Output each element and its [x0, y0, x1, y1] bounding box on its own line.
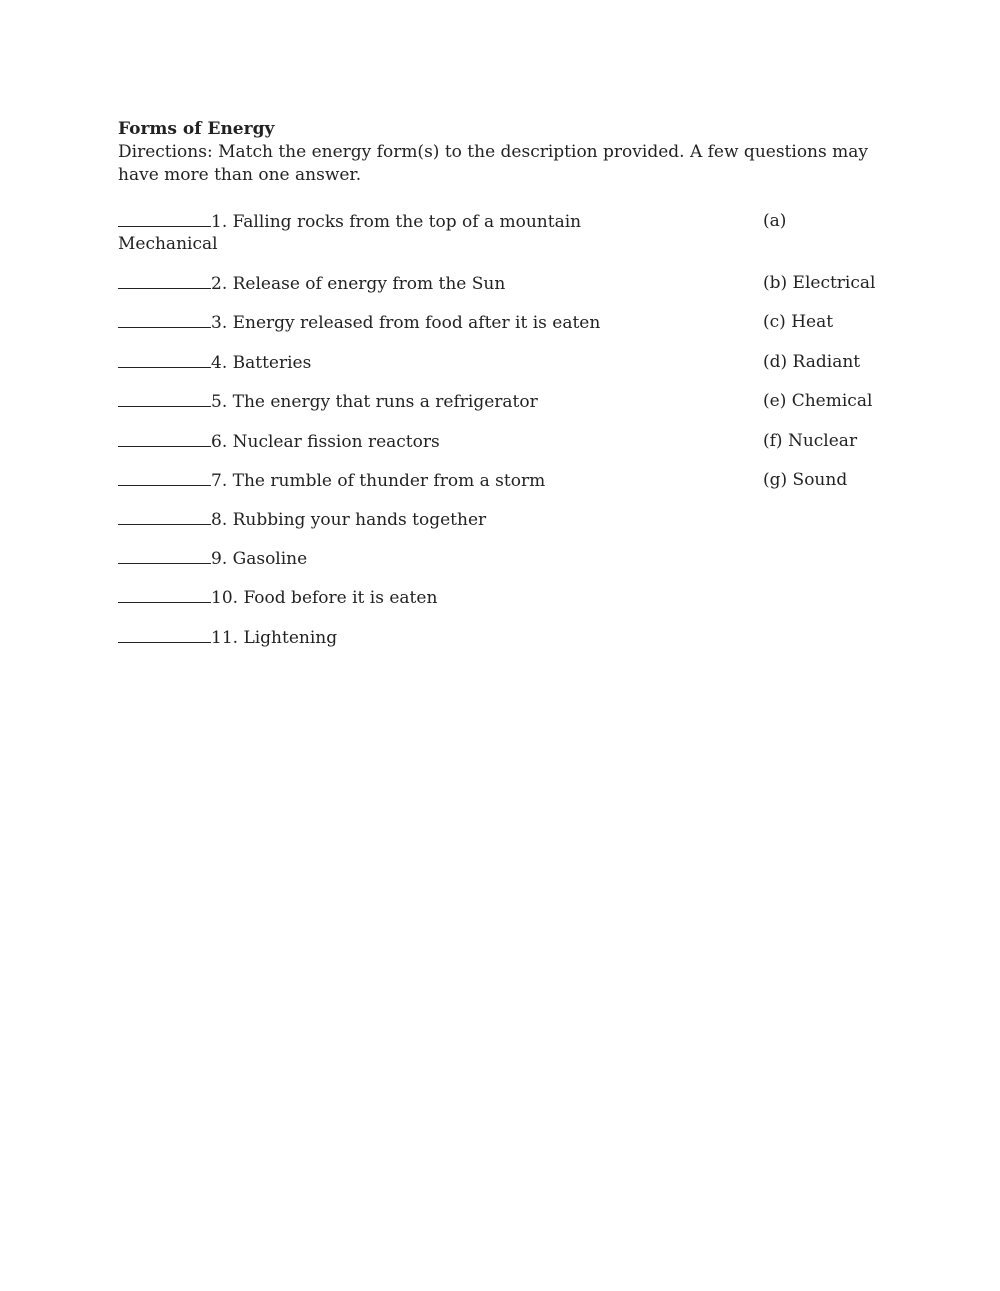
answer-blank[interactable]: [118, 586, 211, 603]
directions-text: Directions: Match the energy form(s) to the description provided. A few questions may have more than one answer.: [118, 142, 868, 185]
option-g: (g) Sound: [763, 470, 848, 490]
option-b: (b) Electrical: [763, 273, 876, 293]
question-text: 2. Release of energy from the Sun: [211, 274, 506, 294]
question-item: [118, 547, 307, 570]
question-text: 5. The energy that runs a refrigerator: [211, 392, 538, 412]
question-text: 11. Lightening: [211, 628, 338, 648]
question-item: [118, 430, 440, 453]
answer-blank[interactable]: [118, 469, 211, 486]
option-a: (a): [763, 211, 787, 231]
question-text: 9. Gasoline: [211, 549, 308, 569]
question-item: [118, 311, 600, 334]
question-text: 1. Falling rocks from the top of a mountain: [211, 212, 582, 232]
question-item: [118, 508, 486, 531]
question-item: [118, 351, 311, 374]
question-text: 3. Energy released from food after it is eaten: [211, 313, 601, 333]
question-text: 4. Batteries: [211, 353, 312, 373]
question-item: [118, 626, 337, 649]
answer-blank[interactable]: [118, 311, 211, 328]
option-c: (c) Heat: [763, 312, 834, 332]
option-f: (f) Nuclear: [763, 431, 858, 451]
question-item: [118, 272, 505, 295]
option-d: (d) Radiant: [763, 352, 861, 372]
answer-blank[interactable]: [118, 508, 211, 525]
question-text: 10. Food before it is eaten: [211, 588, 438, 608]
question-item: [118, 210, 581, 233]
answer-blank[interactable]: [118, 430, 211, 447]
question-item: [118, 469, 545, 492]
question-text: 7. The rumble of thunder from a storm: [211, 471, 546, 491]
option-a-wrapped-label: Mechanical: [118, 234, 218, 254]
answer-blank[interactable]: [118, 626, 211, 643]
answer-blank[interactable]: [118, 547, 211, 564]
answer-blank[interactable]: [118, 272, 211, 289]
answer-blank[interactable]: [118, 351, 211, 368]
question-item: [118, 390, 538, 413]
answer-blank[interactable]: [118, 390, 211, 407]
question-text: 8. Rubbing your hands together: [211, 510, 487, 530]
option-e: (e) Chemical: [763, 391, 873, 411]
worksheet-title: Forms of Energy: [118, 119, 275, 139]
question-text: 6. Nuclear fission reactors: [211, 432, 440, 452]
question-item: [118, 586, 437, 609]
answer-blank[interactable]: [118, 210, 211, 227]
